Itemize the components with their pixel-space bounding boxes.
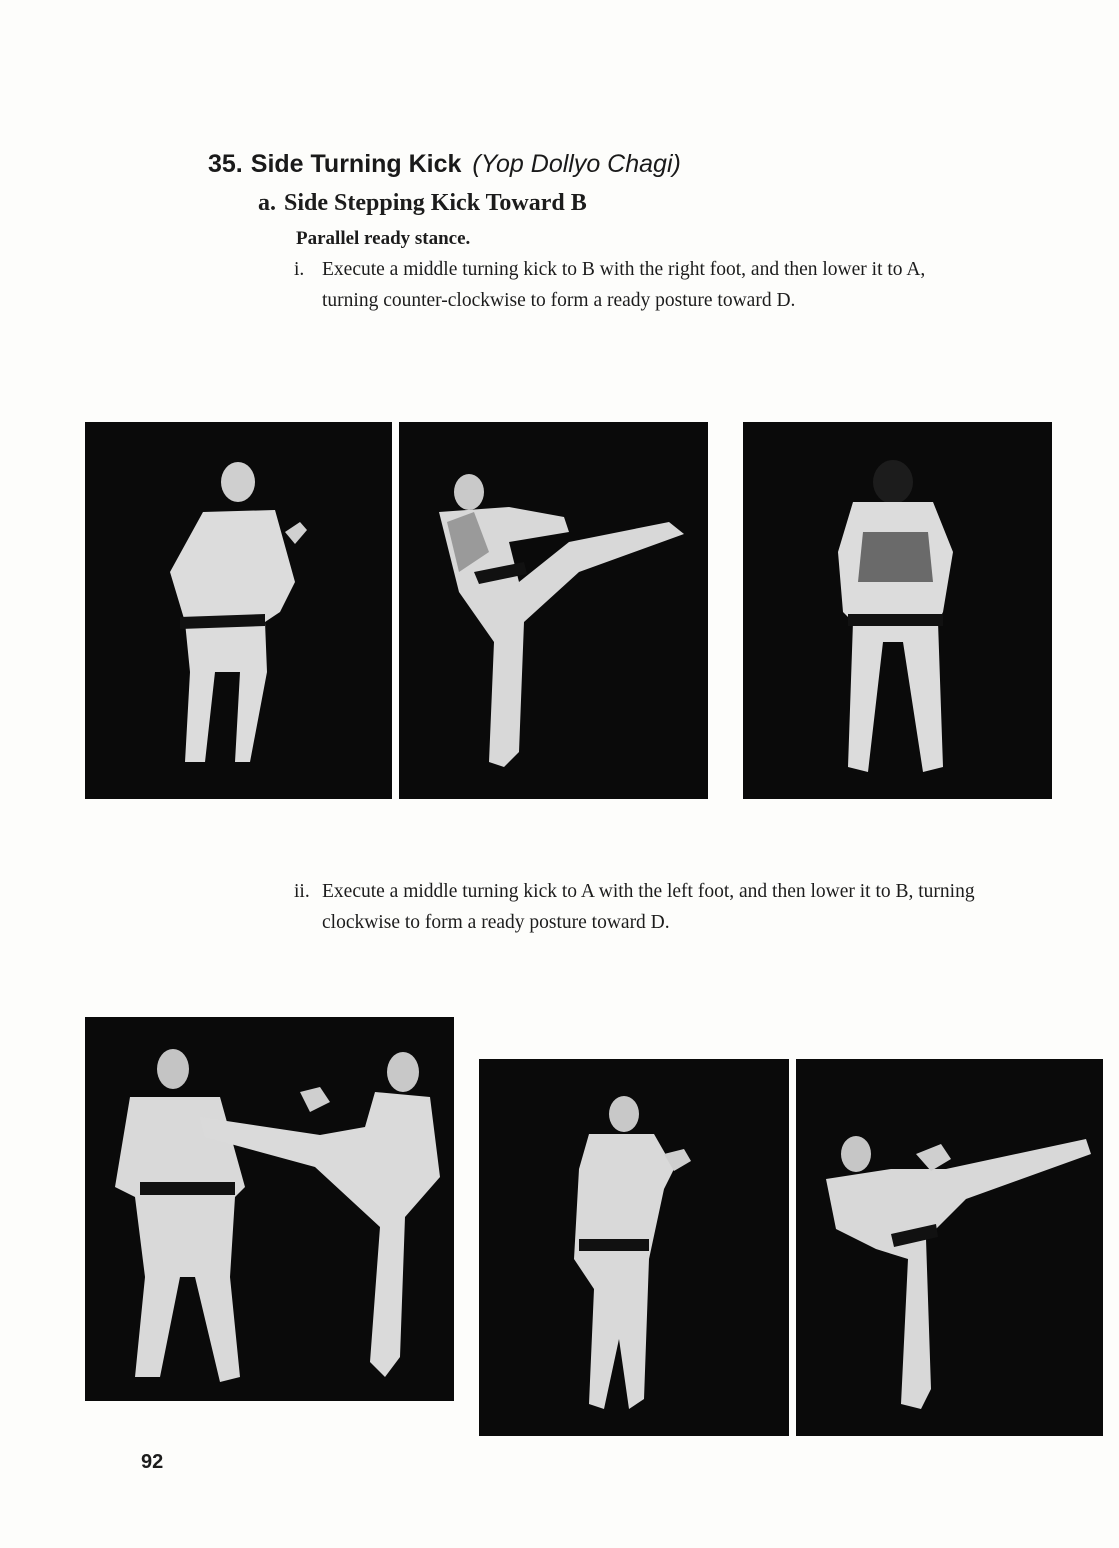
photo-ready-stance-back (743, 422, 1052, 799)
step-marker: ii. (294, 881, 310, 902)
subsection-title: Side Stepping Kick Toward B (284, 190, 587, 216)
step-text: Execute a middle turning kick to B with the right foot, and then lower it to A, turning counter-clockwise to form a ready posture toward D. (322, 259, 926, 311)
step-i (294, 254, 982, 316)
section-title: Side Turning Kick (250, 150, 462, 178)
section-number: 35. (208, 150, 243, 178)
subsection-letter: a. (258, 190, 276, 216)
stance-label: Parallel ready stance. (296, 228, 471, 249)
photo-ready-stance-side (479, 1059, 789, 1436)
section-heading (208, 150, 681, 179)
section-title-korean: (Yop Dollyo Chagi) (472, 150, 681, 178)
step-text: Execute a middle turning kick to A with the left foot, and then lower it to B, turning clockwise to form a ready posture toward D. (322, 881, 975, 933)
photo-ready-stance-front (85, 422, 392, 799)
step-marker: i. (294, 259, 305, 280)
step-ii (294, 876, 982, 938)
subsection-heading (258, 190, 587, 217)
page-number: 92 (141, 1451, 164, 1473)
photo-kick-to-partner (85, 1017, 454, 1401)
photo-turning-kick-side (399, 422, 708, 799)
photo-turning-kick-high (796, 1059, 1103, 1436)
